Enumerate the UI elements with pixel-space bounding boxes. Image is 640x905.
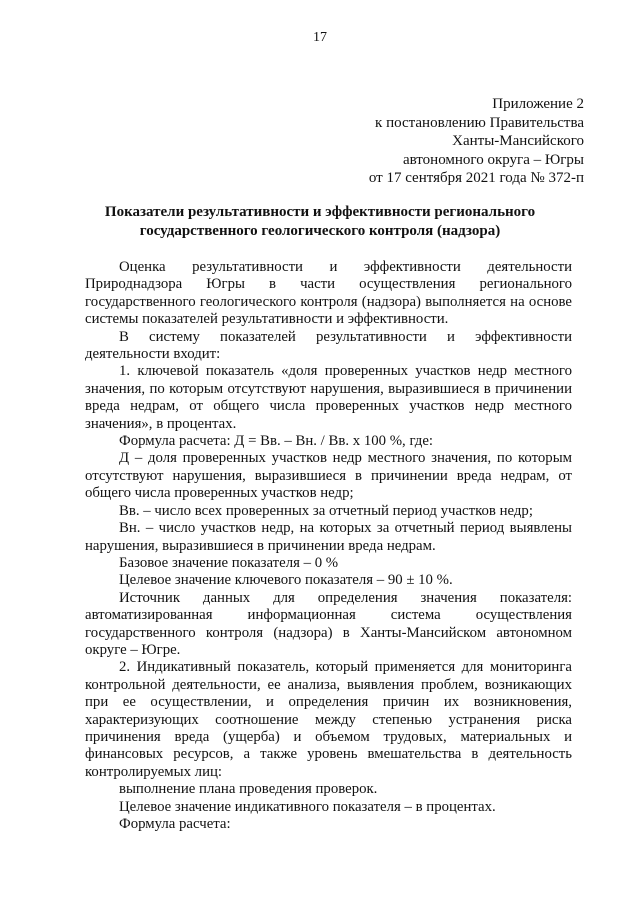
body-text — [85, 259, 572, 833]
paragraph: Базовое значение показателя – 0 % — [119, 554, 339, 571]
paragraph: 2. Индикативный показатель, который применяется для мониторинга контрольной деятельности, ее анализа, выявления проблем, возникающих при ее осуществлении, и определения причин их возникновения, характеризующих соотношение между степенью устранения риска причинения вреда (ущерба) и объемом трудовых, материальных и финансовых ресурсов, а также уровень вмешательства в деятельность контролируемых лиц: — [85, 659, 572, 780]
document-title — [60, 203, 580, 241]
paragraph: Формула расчета: — [119, 816, 231, 832]
appendix-line: от 17 сентября 2021 года № 372-п — [368, 170, 584, 186]
paragraph: В систему показателей результативности и эффективности деятельности входит: — [85, 328, 572, 363]
paragraph: Вн. – число участков недр, на которых за отчетный период выявлены нарушения, выразившиеся в причинении вреда недрам. — [85, 520, 572, 554]
appendix-line: Приложение 2 — [492, 96, 584, 112]
paragraph: Формула расчета: Д = Вв. – Вн. / Вв. х 100 %, где: — [119, 433, 433, 450]
appendix-header — [369, 95, 584, 188]
appendix-line: к постановлению Правительства — [375, 114, 584, 131]
paragraph: Оценка результативности и эффективности деятельности Природнадзора Югры в части осуществления регионального государственного геологического контроля (надзора) выполняется на основе системы показателей результативности и эффективности. — [85, 259, 572, 328]
paragraph: Вв. – число всех проверенных за отчетный период участков недр; — [119, 502, 533, 519]
paragraph: Д – доля проверенных участков недр местного значения, по которым отсутствуют нарушения, выразившиеся в причинении вреда недрам, от общего числа проверенных участков недр; — [85, 450, 572, 502]
title-line: государственного геологического контроля (надзора) — [139, 223, 501, 239]
paragraph: выполнение плана проведения проверок. — [119, 781, 378, 798]
paragraph: Целевое значение ключевого показателя – 90 ± 10 %. — [119, 572, 453, 589]
paragraph: Целевое значение индикативного показателя – в процентах. — [119, 798, 496, 815]
title-line: Показатели результативности и эффективности регионального — [104, 204, 536, 220]
appendix-line: Ханты-Мансийского — [452, 133, 584, 149]
paragraph: Источник данных для определения значения показателя: автоматизированная информационная система осуществления государственного контроля (надзора) в Ханты-Мансийском автономном округе – Югре. — [85, 589, 572, 658]
page-number: 17 — [313, 30, 327, 45]
appendix-line: автономного округа – Югры — [402, 151, 584, 168]
paragraph: 1. ключевой показатель «доля проверенных участков недр местного значения, по которым отсутствуют нарушения, выразившиеся в причинении вреда недрам, от общего числа проверенных участков недр местного значения», в процентах. — [85, 363, 572, 432]
